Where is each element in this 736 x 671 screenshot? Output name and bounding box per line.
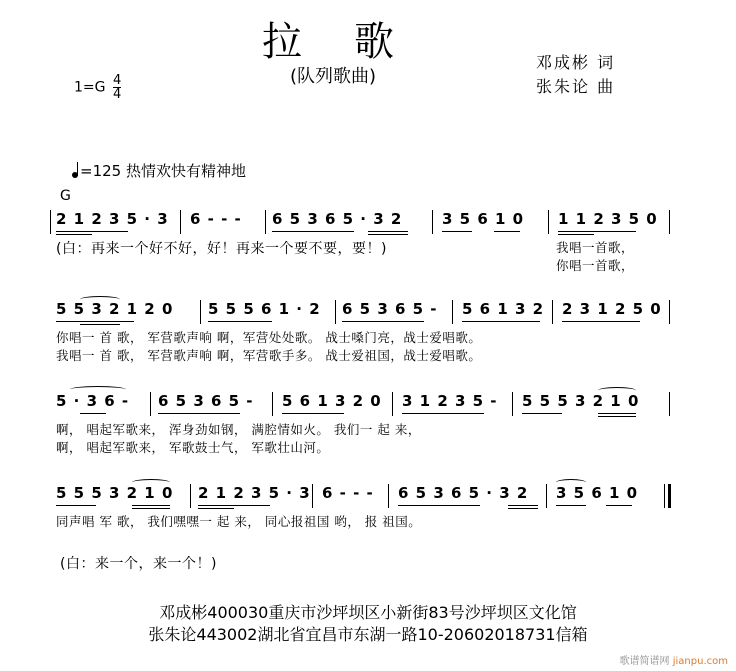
quarter-note-icon — [72, 172, 78, 178]
song-title: 拉歌 — [262, 19, 446, 65]
measure: 5 5 5 3 2 1 0 — [56, 484, 174, 502]
measure: 6 - - - — [322, 484, 374, 502]
song-subtitle: (队列歌曲) — [290, 66, 377, 87]
tempo-text: =125 热情欢快有精神地 — [80, 162, 246, 180]
measure: 6 5 3 6 5 - — [342, 300, 438, 318]
measure: 2 3 1 2 5 0 — [562, 300, 662, 318]
lyric-verse-1: 你唱一 首 歌， 军营歌声响 啊，军营处处歌。 战士嗓门亮，战士爱唱歌。 — [56, 330, 482, 345]
lyric-verse-1: 我唱一首歌， — [556, 240, 635, 255]
measure: 6 5 3 6 5 - — [158, 392, 254, 410]
measure: 5 5 5 3 2 1 0 — [522, 392, 640, 410]
measure: 6 5 3 6 5 · 3 2 — [272, 210, 403, 228]
footer-address-composer: 张朱论443002湖北省宜昌市东湖一路10-20602018731信箱 — [148, 625, 588, 644]
measure: 2 1 2 3 5 · 3 — [198, 484, 311, 502]
measure: 5 6 1 3 2 — [462, 300, 545, 318]
measure: 5 · 3 6 - — [56, 392, 130, 410]
time-signature — [113, 74, 121, 101]
measure: 2 1 2 3 5 · 3 — [56, 210, 169, 228]
measure: 3 5 6 1 0 — [556, 484, 639, 502]
time-numerator: 4 — [112, 73, 122, 88]
measure: 3 5 6 1 0 — [442, 210, 525, 228]
watermark-cn: 歌谱简谱网 — [619, 656, 670, 667]
measure: 5 5 3 2 1 2 0 — [56, 300, 174, 318]
measure: 6 5 3 6 5 · 3 2 — [398, 484, 529, 502]
time-denominator: 4 — [112, 87, 122, 102]
lyric-verse-2: 你唱一首歌， — [556, 258, 635, 273]
composer-credit: 张朱论 曲 — [536, 77, 616, 96]
lyricist-credit: 邓成彬 词 — [536, 53, 616, 72]
measure: 3 1 2 3 5 - — [402, 392, 498, 410]
lyric-verse-2: 啊， 唱起军歌来， 军歌鼓士气， 军歌壮山河。 — [56, 440, 330, 455]
staff-row-1 — [50, 210, 670, 234]
staff-row-3 — [50, 392, 670, 416]
spoken-ending: (白：来一个，来一个！) — [60, 556, 217, 572]
lyric-verse-1: 同声唱 军 歌， 我们嘿嘿一 起 来， 同心报祖国 哟， 报 祖国。 — [56, 514, 422, 529]
measure: 1 1 2 3 5 0 — [558, 210, 658, 228]
measure: 5 5 5 6 1 · 2 — [208, 300, 321, 318]
measure: 5 6 1 3 2 0 — [282, 392, 382, 410]
spoken-intro: (白：再来一个好不好，好！再来一个要不要，要！) — [56, 241, 387, 257]
watermark-en: jianpu.com — [672, 656, 728, 667]
chord-symbol: G — [60, 188, 71, 204]
footer-address-lyricist: 邓成彬400030重庆市沙坪坝区小新街83号沙坪坝区文化馆 — [159, 603, 577, 622]
lyric-verse-2: 我唱一 首 歌， 军营歌声响 啊，军营歌手多。 战士爱祖国，战士爱唱歌。 — [56, 348, 482, 363]
lyric-verse-1: 啊， 唱起军歌来， 浑身劲如钢， 满腔情如火。 我们一 起 来， — [56, 422, 421, 437]
key-label: 1=G — [74, 79, 106, 96]
watermark — [620, 652, 728, 667]
staff-row-2 — [50, 300, 670, 324]
staff-row-4 — [50, 484, 670, 508]
key-signature — [74, 74, 121, 101]
measure: 6 - - - — [190, 210, 242, 228]
tempo-marking — [72, 160, 246, 181]
